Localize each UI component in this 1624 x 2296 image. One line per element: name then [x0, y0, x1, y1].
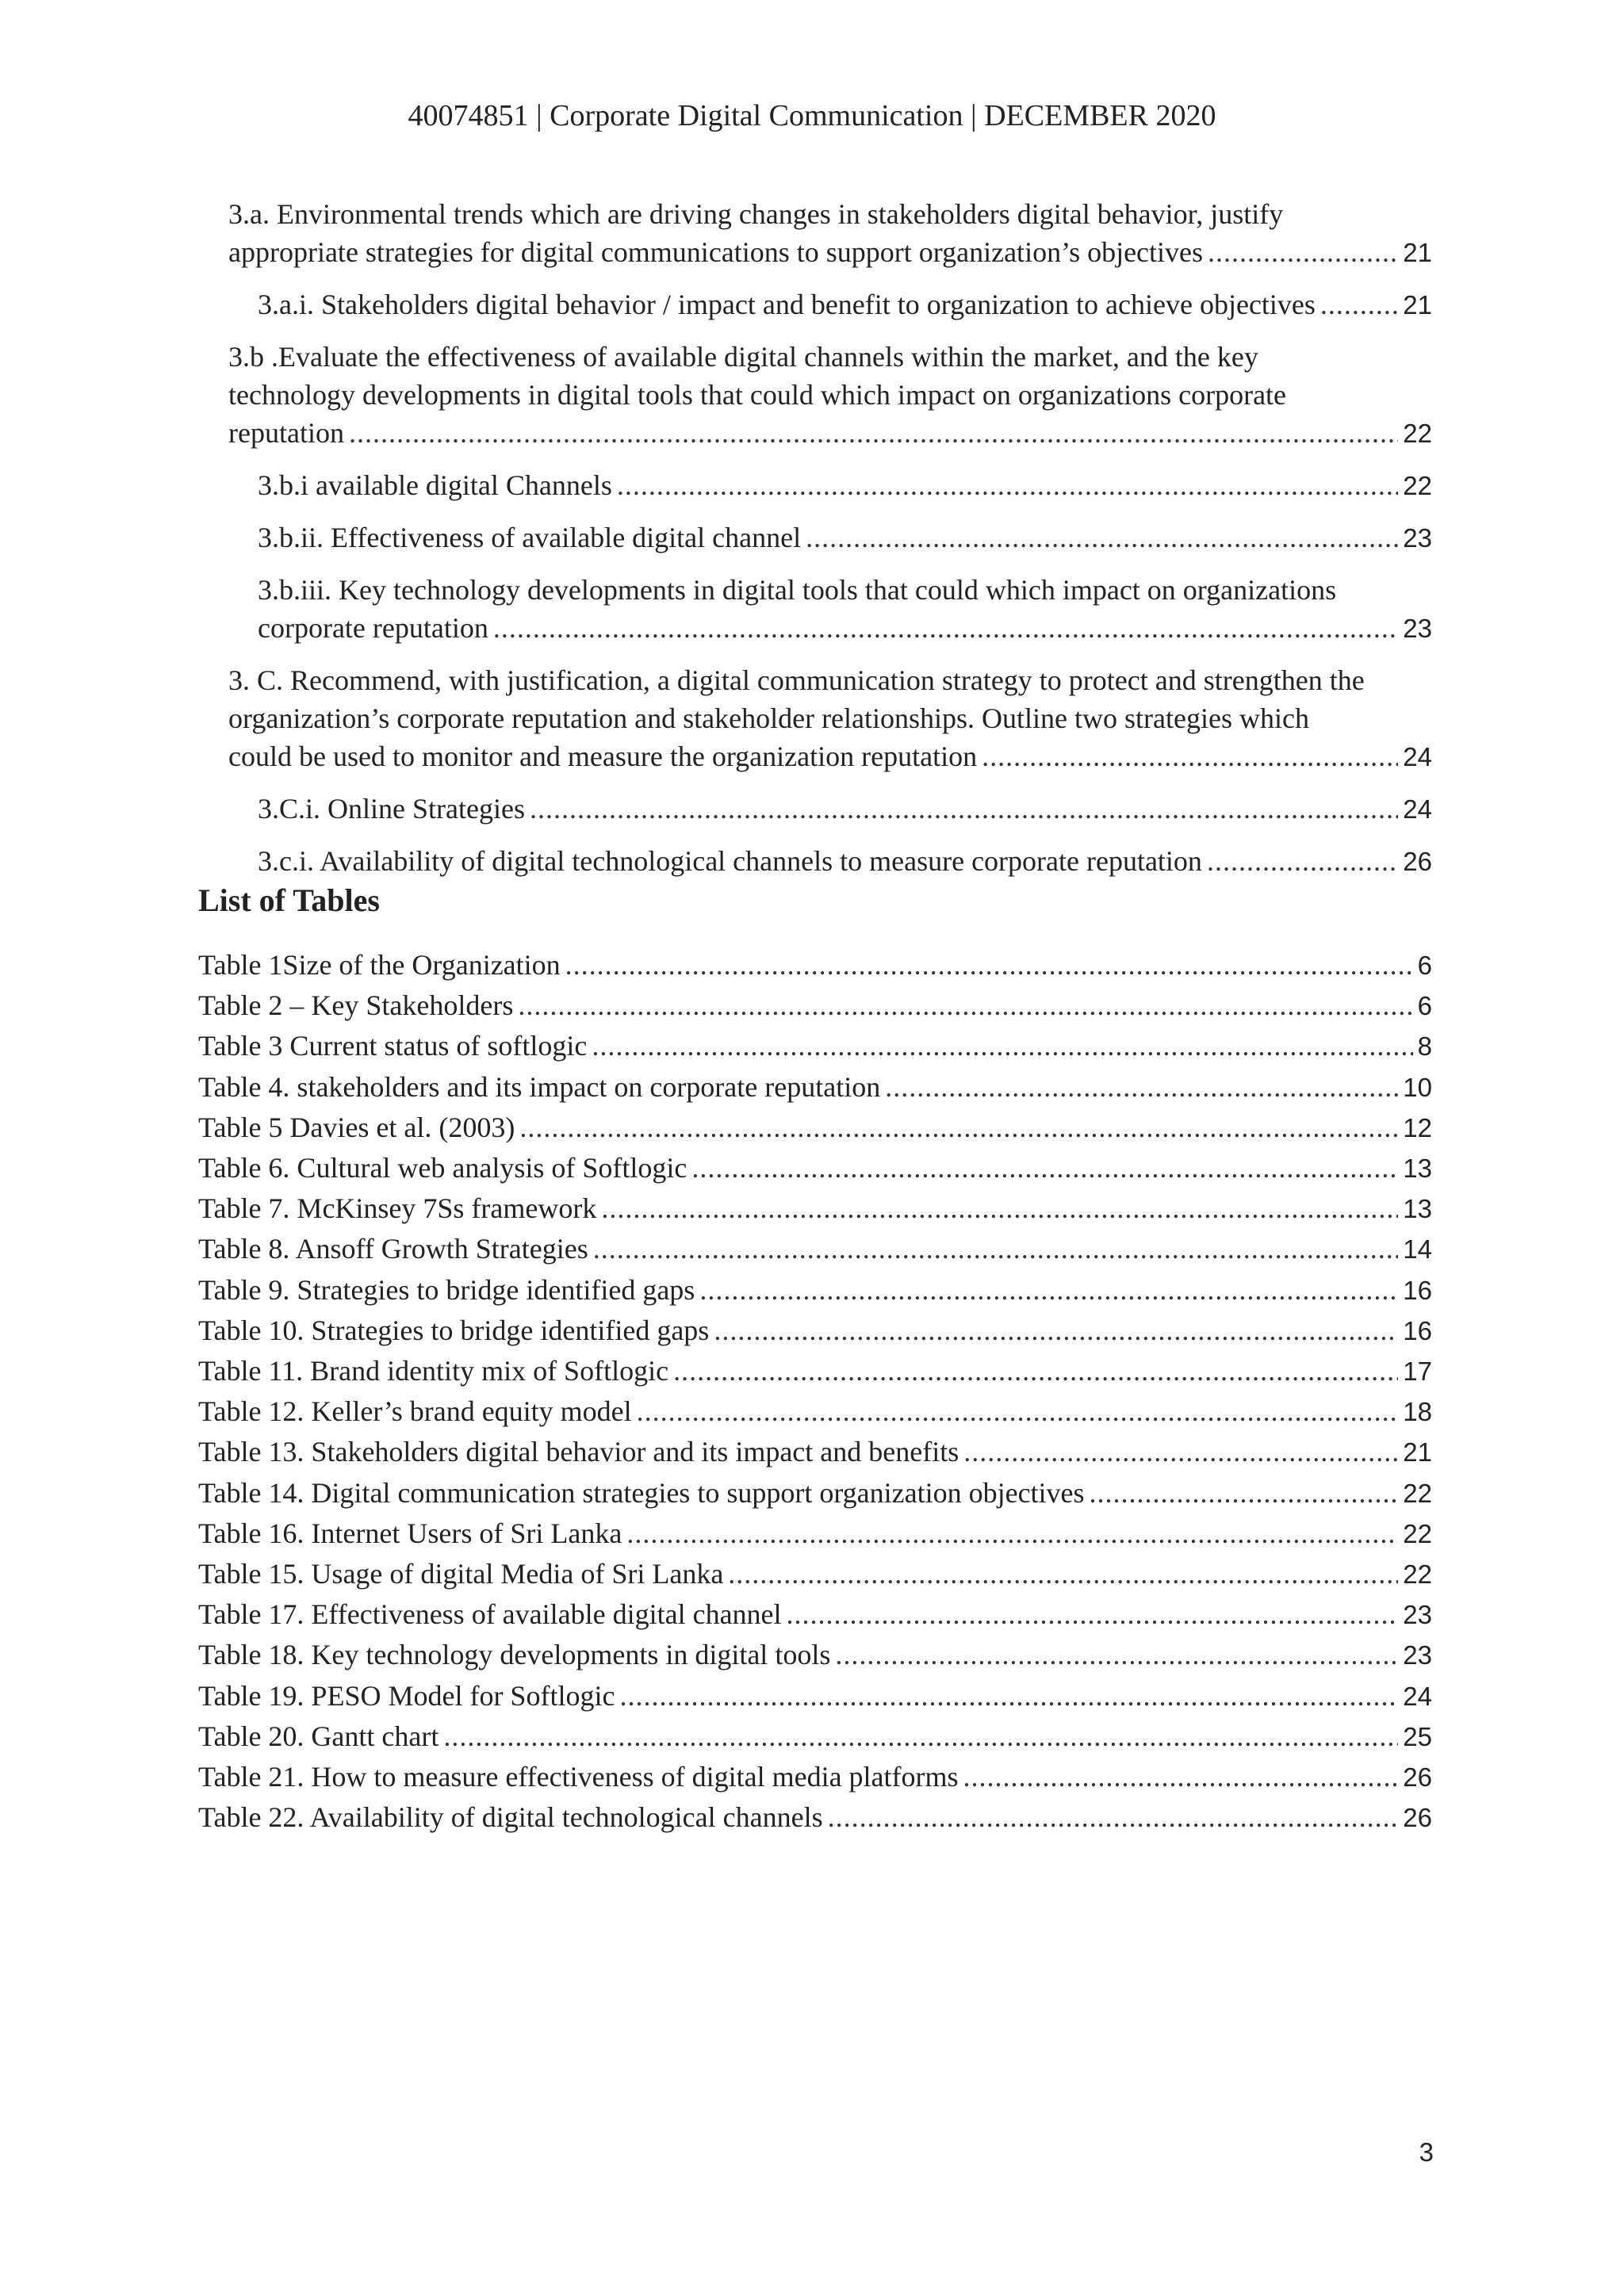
toc-entry-3c[interactable] [225, 661, 1432, 776]
table-list-label: Table 18. Key technology developments in digital tools [198, 1639, 831, 1671]
table-list-label: Table 14. Digital communication strategies to support organization objectives [198, 1476, 1085, 1509]
toc-entry-label: could be used to monitor and measure the organization reputation [228, 740, 978, 772]
table-list-page: 18 [1403, 1397, 1432, 1427]
toc-entry-3ci[interactable] [225, 790, 1432, 828]
toc-entry-3biii[interactable] [225, 571, 1432, 648]
table-of-contents [225, 195, 1432, 894]
table-list-label: Table 20. Gantt chart [198, 1720, 439, 1752]
dot-leader [493, 609, 1398, 647]
table-list-label: Table 17. Effectiveness of available digital channel [198, 1598, 782, 1631]
dot-leader [1090, 1473, 1399, 1513]
page-number: 3 [1419, 2137, 1434, 2167]
toc-page-number: 23 [1403, 523, 1432, 553]
dot-leader [601, 1188, 1398, 1228]
toc-entry-text-line: 3.b.iii. Key technology developments in digital tools that could which impact on organizations [258, 574, 1337, 606]
dot-leader [806, 519, 1398, 557]
table-list-page: 13 [1403, 1194, 1432, 1224]
table-list-item[interactable] [198, 1594, 1432, 1635]
table-list-page: 8 [1417, 1031, 1432, 1062]
toc-entry-3a[interactable] [225, 195, 1432, 272]
table-list-label: Table 2 – Key Stakeholders [198, 989, 514, 1022]
dot-leader [1320, 285, 1398, 323]
toc-entry-text-line: organization’s corporate reputation and stakeholder relationships. Outline two strategies which [228, 702, 1309, 734]
table-list-item[interactable] [198, 1148, 1432, 1188]
table-list-item[interactable] [198, 1676, 1432, 1716]
dot-leader [443, 1716, 1398, 1756]
dot-leader [518, 985, 1412, 1025]
table-list-label: Table 7. McKinsey 7Ss framework [198, 1192, 597, 1225]
dot-leader [637, 1391, 1399, 1431]
dot-leader [593, 1229, 1399, 1269]
dot-leader [963, 1432, 1398, 1471]
table-list-page: 17 [1403, 1357, 1432, 1387]
list-of-tables-heading: List of Tables [198, 882, 380, 918]
table-list-item[interactable] [198, 1513, 1432, 1554]
table-list-item[interactable] [198, 1716, 1432, 1757]
table-list-item[interactable] [198, 1554, 1432, 1594]
dot-leader [349, 414, 1398, 452]
dot-leader [787, 1594, 1399, 1634]
table-list-page: 22 [1403, 1518, 1432, 1548]
toc-entry-text-line: 3.a. Environmental trends which are driving changes in stakeholders digital behavior, justify [228, 198, 1284, 230]
table-list-item[interactable] [198, 1635, 1432, 1675]
toc-entry-label: 3.a.i. Stakeholders digital behavior / impact and benefit to organization to achieve objectives [258, 289, 1316, 320]
dot-leader [963, 1757, 1399, 1797]
table-list-item[interactable] [198, 1311, 1432, 1351]
dot-leader [1207, 842, 1398, 880]
table-list-page: 14 [1403, 1234, 1432, 1265]
dot-leader [699, 1270, 1398, 1310]
table-list-page: 16 [1403, 1315, 1432, 1345]
table-list-page: 24 [1403, 1681, 1432, 1711]
table-list-label: Table 15. Usage of digital Media of Sri Lanka [198, 1558, 724, 1590]
toc-entry-text-line: technology developments in digital tools that could which impact on organizations corporate [228, 379, 1287, 411]
table-list-item[interactable] [198, 1229, 1432, 1269]
table-list-label: Table 4. stakeholders and its impact on corporate reputation [198, 1070, 881, 1103]
dot-leader [885, 1067, 1398, 1107]
table-list-page: 10 [1403, 1072, 1432, 1102]
dot-leader [619, 1676, 1398, 1716]
dot-leader [1208, 233, 1398, 271]
table-list-label: Table 16. Internet Users of Sri Lanka [198, 1517, 622, 1549]
table-list-page: 25 [1403, 1721, 1432, 1751]
page-header: 40074851 | Corporate Digital Communication | DECEMBER 2020 [408, 99, 1216, 132]
dot-leader [565, 945, 1413, 985]
toc-page-number: 22 [1403, 419, 1432, 448]
table-list-item[interactable] [198, 1067, 1432, 1108]
table-list-page: 23 [1403, 1600, 1432, 1630]
toc-entry-label: appropriate strategies for digital communications to support organization’s objectives [228, 236, 1204, 268]
dot-leader [519, 1108, 1398, 1147]
toc-entry-3bi[interactable] [225, 466, 1432, 505]
table-list-label: Table 11. Brand identity mix of Softlogic [198, 1355, 669, 1387]
dot-leader [828, 1797, 1399, 1837]
dot-leader [617, 466, 1398, 504]
table-list-item[interactable] [198, 1188, 1432, 1229]
table-list-label: Table 13. Stakeholders digital behavior and its impact and benefits [198, 1436, 959, 1468]
dot-leader [626, 1513, 1398, 1553]
toc-entry-3b[interactable] [225, 338, 1432, 453]
toc-entry-label: 3.b.ii. Effectiveness of available digital channel [258, 522, 802, 553]
table-list-page: 26 [1403, 1803, 1432, 1833]
table-list-item[interactable] [198, 1757, 1432, 1797]
toc-entry-label: 3.c.i. Availability of digital technological channels to measure corporate reputation [258, 845, 1202, 877]
toc-entry-label: reputation [228, 417, 344, 449]
table-list-label: Table 10. Strategies to bridge identified gaps [198, 1314, 710, 1346]
dot-leader [673, 1351, 1398, 1391]
table-list-label: Table 6. Cultural web analysis of Softlogic [198, 1152, 688, 1184]
dot-leader [728, 1554, 1398, 1594]
table-list-label: Table 21. How to measure effectiveness of digital media platforms [198, 1761, 959, 1793]
table-list-item[interactable] [198, 1432, 1432, 1472]
table-list-page: 26 [1403, 1762, 1432, 1793]
table-list-item[interactable] [198, 1026, 1432, 1066]
toc-entry-3ci-availability[interactable] [225, 842, 1432, 881]
table-list-label: Table 8. Ansoff Growth Strategies [198, 1233, 588, 1265]
table-list-page: 13 [1403, 1154, 1432, 1184]
toc-entry-label: corporate reputation [258, 612, 488, 644]
table-list-page: 12 [1403, 1112, 1432, 1142]
table-list-page: 21 [1403, 1437, 1432, 1468]
dot-leader [714, 1311, 1398, 1350]
table-list-item[interactable] [198, 1351, 1432, 1391]
table-list-page: 6 [1417, 951, 1432, 980]
dot-leader [835, 1635, 1398, 1674]
table-list-label: Table 19. PESO Model for Softlogic [198, 1679, 615, 1712]
table-list-label: Table 12. Keller’s brand equity model [198, 1395, 632, 1428]
table-list-page: 23 [1403, 1640, 1432, 1670]
table-list-label: Table 5 Davies et al. (2003) [198, 1111, 515, 1143]
table-list-label: Table 1Size of the Organization [198, 949, 561, 981]
table-list-item[interactable] [198, 1797, 1432, 1838]
toc-page-number: 21 [1403, 290, 1432, 320]
table-list-label: Table 22. Availability of digital technological channels [198, 1801, 823, 1834]
toc-page-number: 23 [1403, 614, 1432, 643]
dot-leader [530, 790, 1398, 828]
toc-page-number: 21 [1403, 238, 1432, 267]
list-of-tables [198, 945, 1432, 1838]
table-list-item[interactable] [198, 1270, 1432, 1311]
table-list-item[interactable] [198, 985, 1432, 1026]
table-list-label: Table 3 Current status of softlogic [198, 1030, 588, 1062]
table-list-label: Table 9. Strategies to bridge identified gaps [198, 1273, 695, 1306]
table-list-page: 22 [1403, 1559, 1432, 1590]
dot-leader [982, 737, 1398, 775]
table-list-item[interactable] [198, 945, 1432, 985]
table-list-page: 16 [1403, 1275, 1432, 1305]
toc-entry-3ai[interactable] [225, 285, 1432, 324]
dot-leader [691, 1148, 1398, 1188]
dot-leader [592, 1026, 1412, 1066]
toc-page-number: 22 [1403, 471, 1432, 500]
toc-entry-text-line: 3.b .Evaluate the effectiveness of available digital channels within the market, and the key [228, 341, 1258, 373]
toc-entry-label: 3.b.i available digital Channels [258, 469, 612, 501]
toc-entry-3bii[interactable] [225, 519, 1432, 557]
toc-page-number: 24 [1403, 742, 1432, 771]
table-list-item[interactable] [198, 1108, 1432, 1148]
table-list-item[interactable] [198, 1473, 1432, 1513]
table-list-page: 6 [1417, 991, 1432, 1021]
toc-entry-label: 3.C.i. Online Strategies [258, 793, 525, 825]
table-list-item[interactable] [198, 1391, 1432, 1432]
toc-entry-text-line: 3. C. Recommend, with justification, a digital communication strategy to protect and strengthen the [228, 664, 1365, 696]
toc-page-number: 26 [1403, 847, 1432, 876]
table-list-page: 22 [1403, 1478, 1432, 1508]
toc-page-number: 24 [1403, 794, 1432, 824]
